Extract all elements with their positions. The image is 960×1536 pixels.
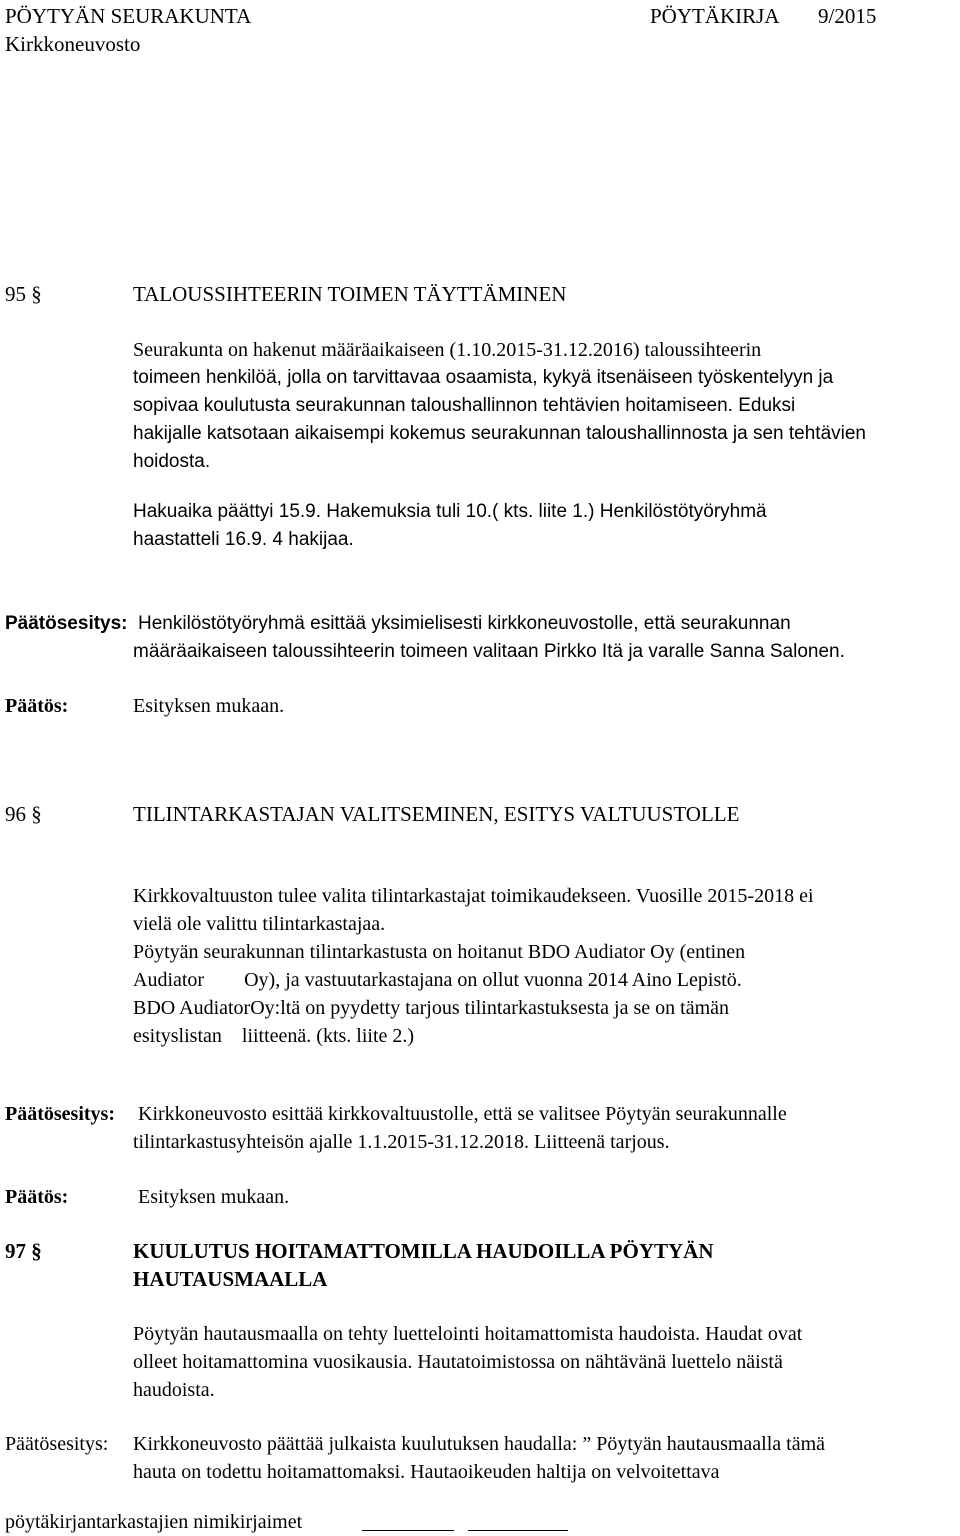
body-line: Audiator Oy), ja vastuutarkastajana on ollut vuonna 2014 Aino Lepistö. — [133, 969, 742, 991]
title-line: KUULUTUS HOITAMATTOMILLA HAUDOILLA PÖYTYÄN — [133, 1239, 714, 1263]
header-org: PÖYTYÄN SEURAKUNTA — [5, 4, 252, 28]
section-96-proposal — [133, 1100, 787, 1156]
proposal-line: Kirkkoneuvosto päättää julkaista kuulutuksen haudalla: ” Pöytyän hautausmaalla tämä — [133, 1433, 826, 1455]
body-line: hoidosta. — [133, 451, 211, 472]
proposal-line: tilintarkastusyhteisön ajalle 1.1.2015-31.12.2018. Liitteenä tarjous. — [133, 1131, 670, 1153]
section-97-proposal — [133, 1430, 825, 1486]
body-line: haastatteli 16.9. 4 hakijaa. — [133, 529, 354, 550]
body-line: vielä ole valittu tilintarkastajaa. — [133, 913, 386, 935]
section-95-proposal — [133, 610, 845, 666]
section-96-decision: Esityksen mukaan. — [138, 1186, 290, 1208]
body-line: Hakuaika päättyi 15.9. Hakemuksia tuli 10.( kts. liite 1.) Henkilöstötyöryhmä — [133, 501, 767, 522]
section-95-decision-label: Päätös: — [5, 695, 69, 717]
section-96-body — [133, 882, 814, 1050]
body-line: olleet hoitamattomina vuosikausia. Hautatoimistossa on nähtävänä luettelo näistä — [133, 1351, 783, 1373]
signature-line-1 — [362, 1530, 454, 1531]
section-95-title: TALOUSSIHTEERIN TOIMEN TÄYTTÄMINEN — [133, 282, 567, 306]
section-95-body2 — [133, 498, 767, 554]
body-line: esityslistan liitteenä. (kts. liite 2.) — [133, 1025, 415, 1047]
section-96-number: 96 § — [5, 802, 42, 826]
footer-initials-label: pöytäkirjantarkastajien nimikirjaimet — [5, 1511, 303, 1533]
title-line: HAUTAUSMAALLA — [133, 1267, 328, 1291]
section-symbol: § — [31, 282, 42, 306]
body-line: Pöytyän seurakunnan tilintarkastusta on hoitanut BDO Audiator Oy (entinen — [133, 941, 746, 963]
section-97-number: 97 § — [5, 1239, 42, 1263]
proposal-line: Kirkkoneuvosto esittää kirkkovaltuustolle, että se valitsee Pöytyän seurakunnalle — [138, 1103, 787, 1125]
body-line: Pöytyän hautausmaalla on tehty luettelointi hoitamattomista haudoista. Haudat ovat — [133, 1323, 803, 1345]
signature-line-2 — [468, 1530, 568, 1531]
section-97-title — [133, 1237, 714, 1293]
body-line: sopivaa koulutusta seurakunnan taloushallinnon tehtävien hoitamiseen. Eduksi — [133, 395, 796, 416]
body-line: haudoista. — [133, 1379, 215, 1401]
header-doc-title: PÖYTÄKIRJA — [650, 4, 780, 28]
section-96-proposal-label: Päätösesitys: — [5, 1103, 115, 1125]
body-line: Kirkkovaltuuston tulee valita tilintarkastajat toimikaudekseen. Vuosille 2015-2018 ei — [133, 885, 814, 907]
proposal-line: määräaikaiseen taloussihteerin toimeen valitaan Pirkko Itä ja varalle Sanna Salonen. — [133, 641, 845, 662]
section-97-proposal-label: Päätösesitys: — [5, 1433, 109, 1455]
section-95-number: 95 § — [5, 282, 42, 306]
section-95-body — [133, 336, 866, 476]
section-96-decision-label: Päätös: — [5, 1186, 69, 1208]
section-97-body — [133, 1320, 802, 1404]
body-line: BDO AudiatorOy:ltä on pyydetty tarjous tilintarkastuksesta ja se on tämän — [133, 997, 730, 1019]
body-line: hakijalle katsotaan aikaisempi kokemus seurakunnan taloushallinnosta ja sen tehtävien — [133, 423, 867, 444]
section-96-title: TILINTARKASTAJAN VALITSEMINEN, ESITYS VALTUUSTOLLE — [133, 802, 740, 826]
section-symbol: § — [31, 802, 42, 826]
section-95-decision: Esityksen mukaan. — [133, 695, 285, 717]
header-org-sub: Kirkkoneuvosto — [5, 32, 141, 56]
proposal-line: hauta on todettu hoitamattomaksi. Hautaoikeuden haltija on velvoitettava — [133, 1461, 720, 1483]
section-95-proposal-label: Päätösesitys: — [5, 613, 128, 634]
body-line: Seurakunta on hakenut määräaikaiseen (1.10.2015-31.12.2016) taloussihteerin — [133, 339, 762, 361]
body-line: toimeen henkilöä, jolla on tarvittavaa osaamista, kykyä itsenäiseen työskentelyyn ja — [133, 367, 834, 388]
proposal-line: Henkilöstötyöryhmä esittää yksimielisesti kirkkoneuvostolle, että seurakunnan — [138, 613, 791, 634]
header-doc-number: 9/2015 — [818, 4, 877, 28]
section-symbol: § — [31, 1239, 42, 1263]
